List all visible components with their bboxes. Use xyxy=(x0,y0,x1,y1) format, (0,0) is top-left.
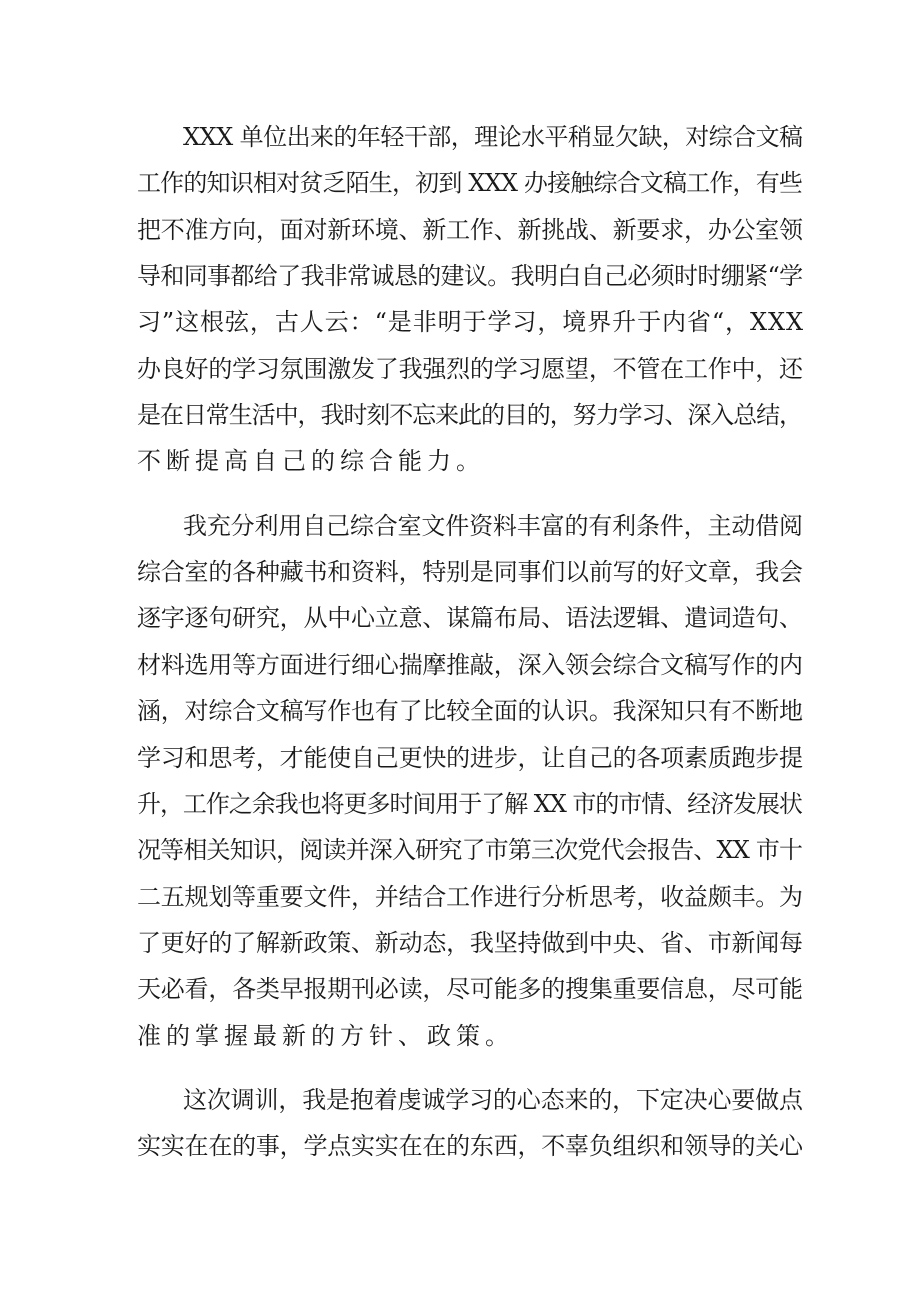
line-text: 导和同事都给了我非常诚恳的建议。我明白自己必须时时绷紧“学 xyxy=(137,262,803,290)
text-line xyxy=(0,738,920,778)
line-text: 把不准方向，面对新环境、新工作、新挑战、新要求，办公室领 xyxy=(137,216,803,244)
line-text: 学习和思考，才能使自己更快的进步，让自己的各项素质跑步提 xyxy=(137,744,803,772)
line-text: 天必看，各类早报期刊必读，尽可能多的搜集重要信息，尽可能 xyxy=(137,975,803,1003)
line-text: 不断提高自己的综合能力。 xyxy=(137,447,485,475)
text-line xyxy=(0,923,920,963)
text-line xyxy=(0,117,920,157)
line-text: 是在日常生活中，我时刻不忘来此的目的，努力学习、深入总结， xyxy=(137,401,802,429)
text-line xyxy=(0,163,920,203)
line-text: 准的掌握最新的方针、政策。 xyxy=(137,1022,514,1050)
line-text: 综合室的各种藏书和资料，特别是同事们以前写的好文章，我会 xyxy=(137,558,803,586)
text-line xyxy=(0,256,920,296)
line-text: 况等相关知识，阅读并深入研究了市第三次党代会报告、XX 市十 xyxy=(137,836,803,864)
text-line xyxy=(0,441,920,481)
text-line xyxy=(0,1016,920,1056)
text-line xyxy=(0,395,920,435)
text-line xyxy=(0,349,920,389)
line-text: 工作的知识相对贫乏陌生，初到 XXX 办接触综合文稿工作，有些 xyxy=(137,169,803,197)
line-text: 我充分利用自己综合室文件资料丰富的有利条件，主动借阅 xyxy=(183,512,803,540)
line-text: 这次调训，我是抱着虔诚学习的心态来的，下定决心要做点 xyxy=(183,1086,803,1114)
text-line xyxy=(0,210,920,250)
line-text: 材料选用等方面进行细心揣摩推敲，深入领会综合文稿写作的内 xyxy=(137,651,803,679)
text-line xyxy=(0,1080,920,1120)
text-line xyxy=(0,302,920,342)
line-text: 实实在在的事，学点实实在在的东西，不辜负组织和领导的关心 xyxy=(137,1132,803,1160)
text-line xyxy=(0,691,920,731)
line-text: 二五规划等重要文件，并结合工作进行分析思考，收益颇丰。为 xyxy=(137,883,803,911)
line-text: 习”这根弦，古人云：“是非明于学习，境界升于内省“，XXX xyxy=(137,308,805,336)
text-line xyxy=(0,784,920,824)
line-text: XXX 单位出来的年轻干部，理论水平稍显欠缺，对综合文稿 xyxy=(183,123,803,151)
text-line xyxy=(0,645,920,685)
text-line xyxy=(0,877,920,917)
text-line xyxy=(0,969,920,1009)
line-text: 办良好的学习氛围激发了我强烈的学习愿望，不管在工作中，还 xyxy=(137,355,803,383)
text-line xyxy=(0,1126,920,1166)
text-line xyxy=(0,598,920,638)
line-text: 了更好的了解新政策、新动态，我坚持做到中央、省、市新闻每 xyxy=(137,929,803,957)
text-line xyxy=(0,506,920,546)
line-text: 逐字逐句研究，从中心立意、谋篇布局、语法逻辑、遣词造句、 xyxy=(137,604,803,632)
text-line xyxy=(0,830,920,870)
text-line xyxy=(0,552,920,592)
line-text: 涵，对综合文稿写作也有了比较全面的认识。我深知只有不断地 xyxy=(137,697,803,725)
line-text: 升，工作之余我也将更多时间用于了解 XX 市的市情、经济发展状 xyxy=(137,790,802,818)
